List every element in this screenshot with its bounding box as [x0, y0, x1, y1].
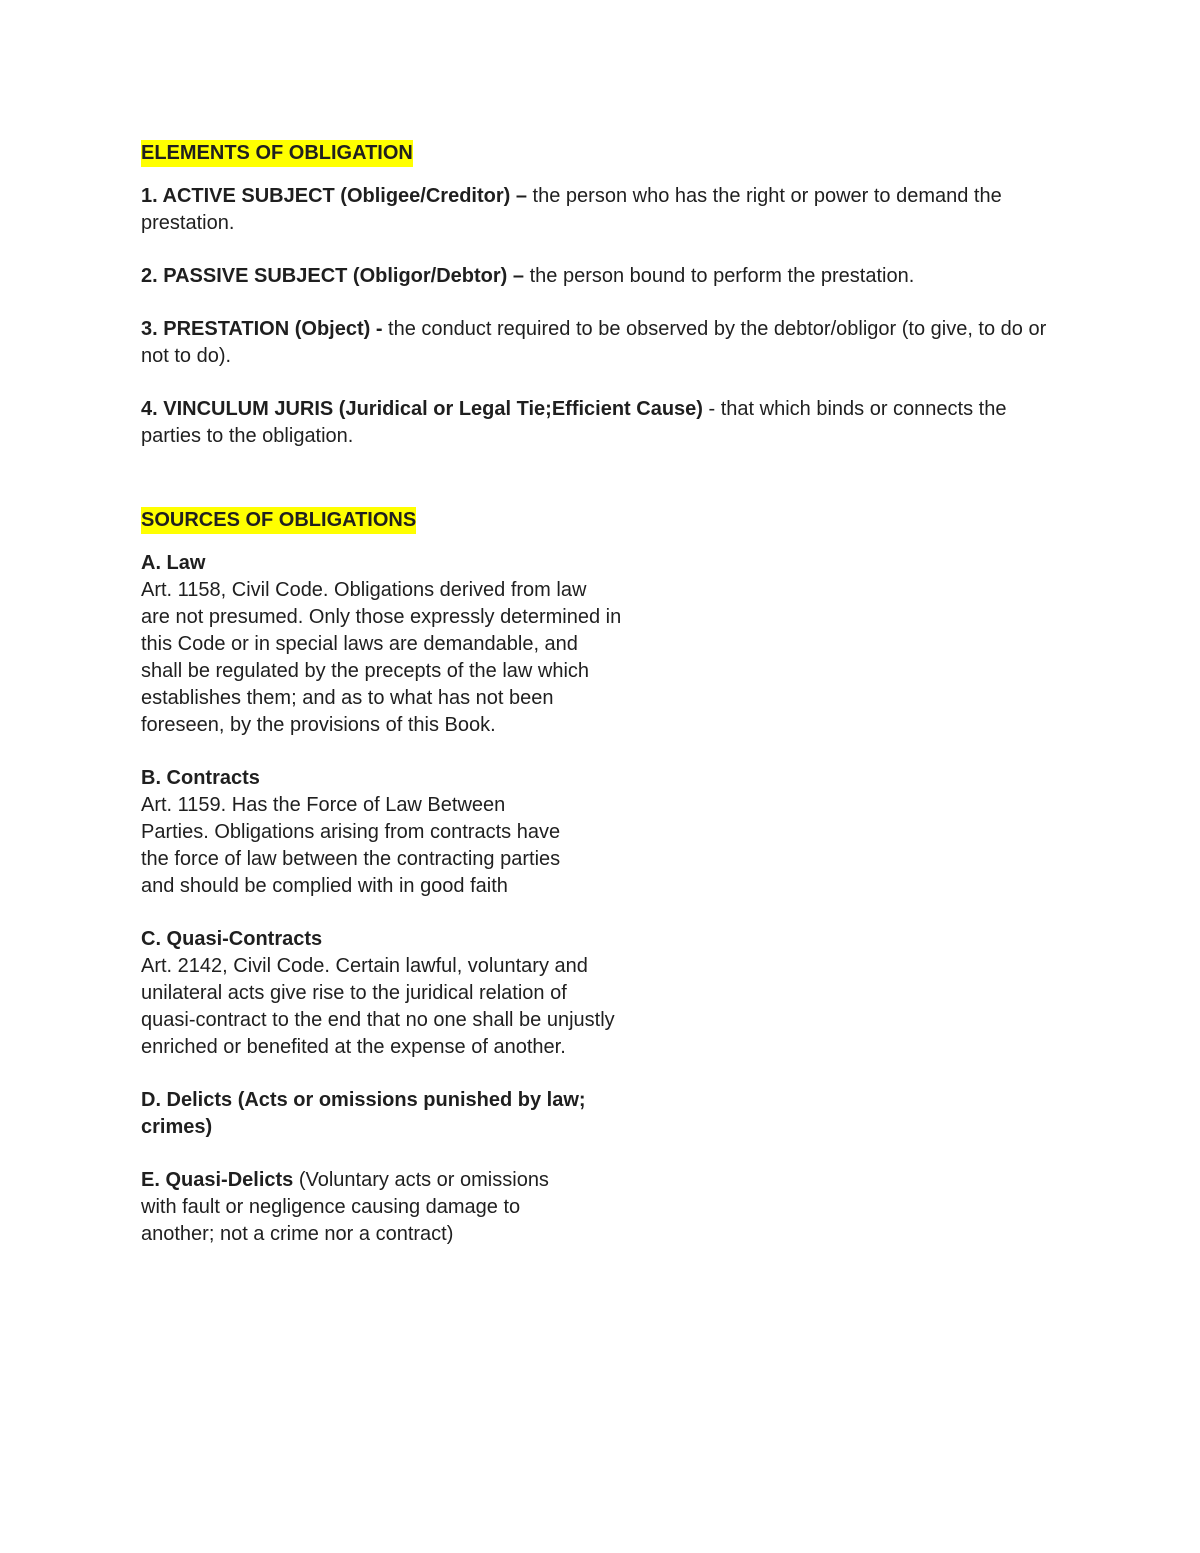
source-title: B. Contracts: [141, 767, 260, 789]
source-line: this Code or in special laws are demandable, and: [141, 633, 578, 655]
element-label: 2. PASSIVE SUBJECT (Obligor/Debtor) –: [141, 265, 525, 287]
source-line: (Voluntary acts or omissions: [293, 1169, 549, 1191]
element-label: 3. PRESTATION (Object) -: [141, 318, 383, 340]
element-text: the person bound to perform the prestation.: [524, 265, 915, 287]
source-line: enriched or benefited at the expense of another.: [141, 1036, 566, 1058]
source-contracts: [141, 765, 681, 900]
source-line: establishes them; and as to what has not been: [141, 687, 554, 709]
source-line: Art. 1158, Civil Code. Obligations derived from law: [141, 579, 587, 601]
element-item-prestation: [141, 316, 1071, 370]
source-line: quasi-contract to the end that no one shall be unjustly: [141, 1009, 615, 1031]
source-first-line: [141, 1167, 681, 1194]
element-item-active-subject: [141, 183, 1071, 237]
document-page: [141, 140, 1071, 1248]
element-item-vinculum-juris: [141, 396, 1071, 450]
sources-heading: SOURCES OF OBLIGATIONS: [141, 507, 416, 534]
source-line: Art. 1159. Has the Force of Law Between: [141, 794, 506, 816]
source-line: and should be complied with in good faith: [141, 875, 508, 897]
source-title: E. Quasi-Delicts: [141, 1169, 294, 1191]
element-text: - that which binds or connects the parties to the obligation.: [141, 398, 1007, 447]
source-line: unilateral acts give rise to the juridical relation of: [141, 982, 567, 1004]
source-line: with fault or negligence causing damage to: [141, 1196, 521, 1218]
source-line: Art. 2142, Civil Code. Certain lawful, voluntary and: [141, 955, 588, 977]
source-quasi-delicts: [141, 1167, 681, 1248]
source-line: the force of law between the contracting parties: [141, 848, 561, 870]
element-text: the conduct required to be observed by the debtor/obligor (to give, to do or not to do).: [141, 318, 1047, 367]
source-line: Parties. Obligations arising from contracts have: [141, 821, 561, 843]
element-label: 1. ACTIVE SUBJECT (Obligee/Creditor) –: [141, 185, 527, 207]
source-title: C. Quasi-Contracts: [141, 928, 323, 950]
source-title-continued: crimes): [141, 1116, 213, 1138]
source-line: shall be regulated by the precepts of the law which: [141, 660, 590, 682]
element-item-passive-subject: [141, 263, 1071, 290]
source-quasi-contracts: [141, 926, 681, 1061]
source-line: are not presumed. Only those expressly determined in: [141, 606, 622, 628]
source-title: A. Law: [141, 552, 206, 574]
source-law: [141, 550, 681, 739]
source-line: another; not a crime nor a contract): [141, 1223, 454, 1245]
source-title: D. Delicts (Acts or omissions punished by law;: [141, 1089, 586, 1111]
element-text: the person who has the right or power to demand the prestation.: [141, 185, 1002, 234]
element-label: 4. VINCULUM JURIS (Juridical or Legal Tie;Efficient Cause): [141, 398, 703, 420]
source-delicts: [141, 1087, 681, 1141]
source-line: foreseen, by the provisions of this Book.: [141, 714, 496, 736]
elements-heading: ELEMENTS OF OBLIGATION: [141, 140, 413, 167]
